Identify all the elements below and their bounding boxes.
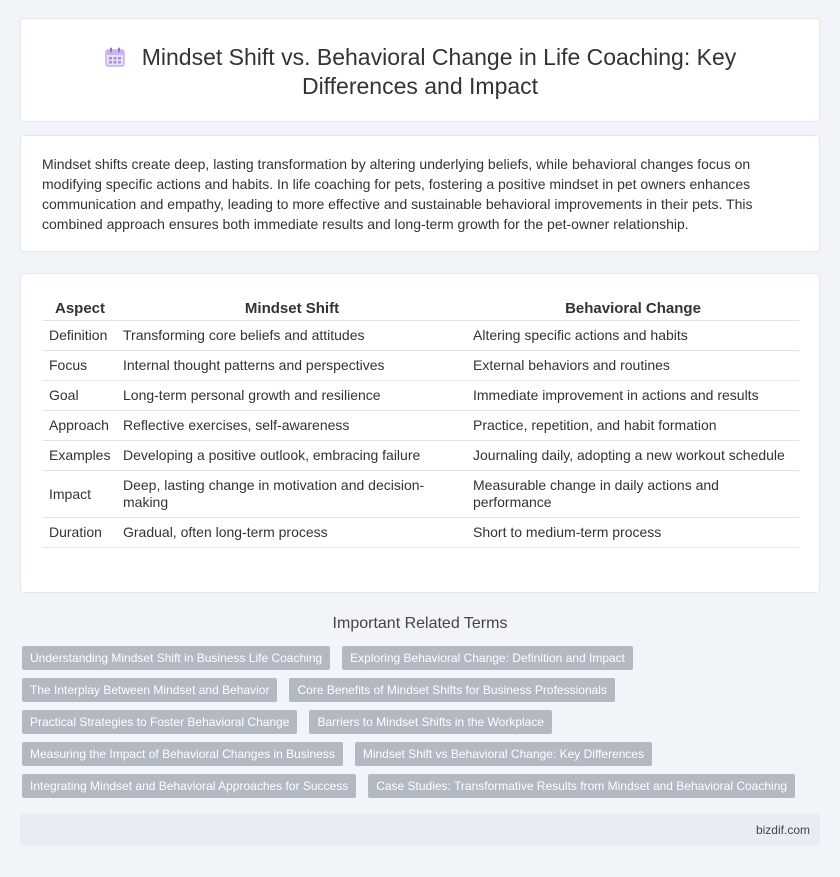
header-behavioral-change: Behavioral Change xyxy=(467,295,799,321)
table-row xyxy=(43,381,799,411)
table-cell: Short to medium-term process xyxy=(467,518,799,548)
tag-row xyxy=(22,742,822,774)
table-header-row xyxy=(43,295,799,321)
related-term-tag[interactable]: Practical Strategies to Foster Behavioral Change xyxy=(22,710,297,734)
table-row xyxy=(43,411,799,441)
table-cell: Practice, repetition, and habit formation xyxy=(467,411,799,441)
table-cell: Transforming core beliefs and attitudes xyxy=(117,321,467,351)
header-card xyxy=(20,18,820,122)
footer-site-link[interactable]: bizdif.com xyxy=(755,823,810,837)
table-cell: Long-term personal growth and resilience xyxy=(117,381,467,411)
related-terms-list xyxy=(22,646,822,806)
tag-row xyxy=(22,710,822,742)
table-row xyxy=(43,518,799,548)
table-cell: Measurable change in daily actions and performance xyxy=(467,471,799,518)
table-cell: Definition xyxy=(43,321,117,351)
calendar-icon xyxy=(104,46,126,68)
table-cell: Focus xyxy=(43,351,117,381)
related-term-tag[interactable]: Case Studies: Transformative Results from Mindset and Behavioral Coaching xyxy=(368,774,795,798)
tag-row xyxy=(22,646,822,678)
table-cell: Journaling daily, adopting a new workout schedule xyxy=(467,441,799,471)
tag-row xyxy=(22,678,822,710)
table-cell: Immediate improvement in actions and results xyxy=(467,381,799,411)
related-term-tag[interactable]: Barriers to Mindset Shifts in the Workplace xyxy=(309,710,552,734)
page-title xyxy=(60,43,780,101)
comparison-card xyxy=(20,273,820,593)
footer-bar xyxy=(20,814,820,846)
table-cell: Duration xyxy=(43,518,117,548)
table-cell: Impact xyxy=(43,471,117,518)
table-cell: Internal thought patterns and perspectives xyxy=(117,351,467,381)
table-cell: Examples xyxy=(43,441,117,471)
table-row xyxy=(43,471,799,518)
related-terms-title: Important Related Terms xyxy=(332,615,508,632)
table-cell: External behaviors and routines xyxy=(467,351,799,381)
table-cell: Gradual, often long-term process xyxy=(117,518,467,548)
table-cell: Goal xyxy=(43,381,117,411)
related-term-tag[interactable]: Understanding Mindset Shift in Business Life Coaching xyxy=(22,646,330,670)
related-term-tag[interactable]: Exploring Behavioral Change: Definition and Impact xyxy=(342,646,633,670)
related-term-tag[interactable]: Mindset Shift vs Behavioral Change: Key Differences xyxy=(355,742,652,766)
related-term-tag[interactable]: Integrating Mindset and Behavioral Approaches for Success xyxy=(22,774,356,798)
page-title-text: Mindset Shift vs. Behavioral Change in Life Coaching: Key Differences and Impact xyxy=(141,44,737,99)
table-row xyxy=(43,441,799,471)
title-wrap xyxy=(21,43,819,101)
header-mindset-shift: Mindset Shift xyxy=(117,295,467,321)
tag-row xyxy=(22,774,822,806)
intro-card xyxy=(20,135,820,252)
header-aspect: Aspect xyxy=(43,295,117,321)
table-cell: Developing a positive outlook, embracing failure xyxy=(117,441,467,471)
table-row xyxy=(43,321,799,351)
table-cell: Approach xyxy=(43,411,117,441)
related-term-tag[interactable]: Core Benefits of Mindset Shifts for Business Professionals xyxy=(289,678,614,702)
intro-paragraph: Mindset shifts create deep, lasting transformation by altering underlying beliefs, while behavioral changes focus on modifying specific actions and habits. In life coaching for pets, fostering a positive mindset in pet owners enhances communication and empathy, leading to more effective and sustainable behavioral improvements in their pets. This combined approach ensures both immediate results and long-term growth for the pet-owner relationship. xyxy=(42,156,753,232)
table-row xyxy=(43,351,799,381)
related-term-tag[interactable]: The Interplay Between Mindset and Behavior xyxy=(22,678,277,702)
table-cell: Deep, lasting change in motivation and decision-making xyxy=(117,471,467,518)
table-cell: Reflective exercises, self-awareness xyxy=(117,411,467,441)
comparison-table xyxy=(43,295,799,548)
table-cell: Altering specific actions and habits xyxy=(467,321,799,351)
related-term-tag[interactable]: Measuring the Impact of Behavioral Changes in Business xyxy=(22,742,343,766)
